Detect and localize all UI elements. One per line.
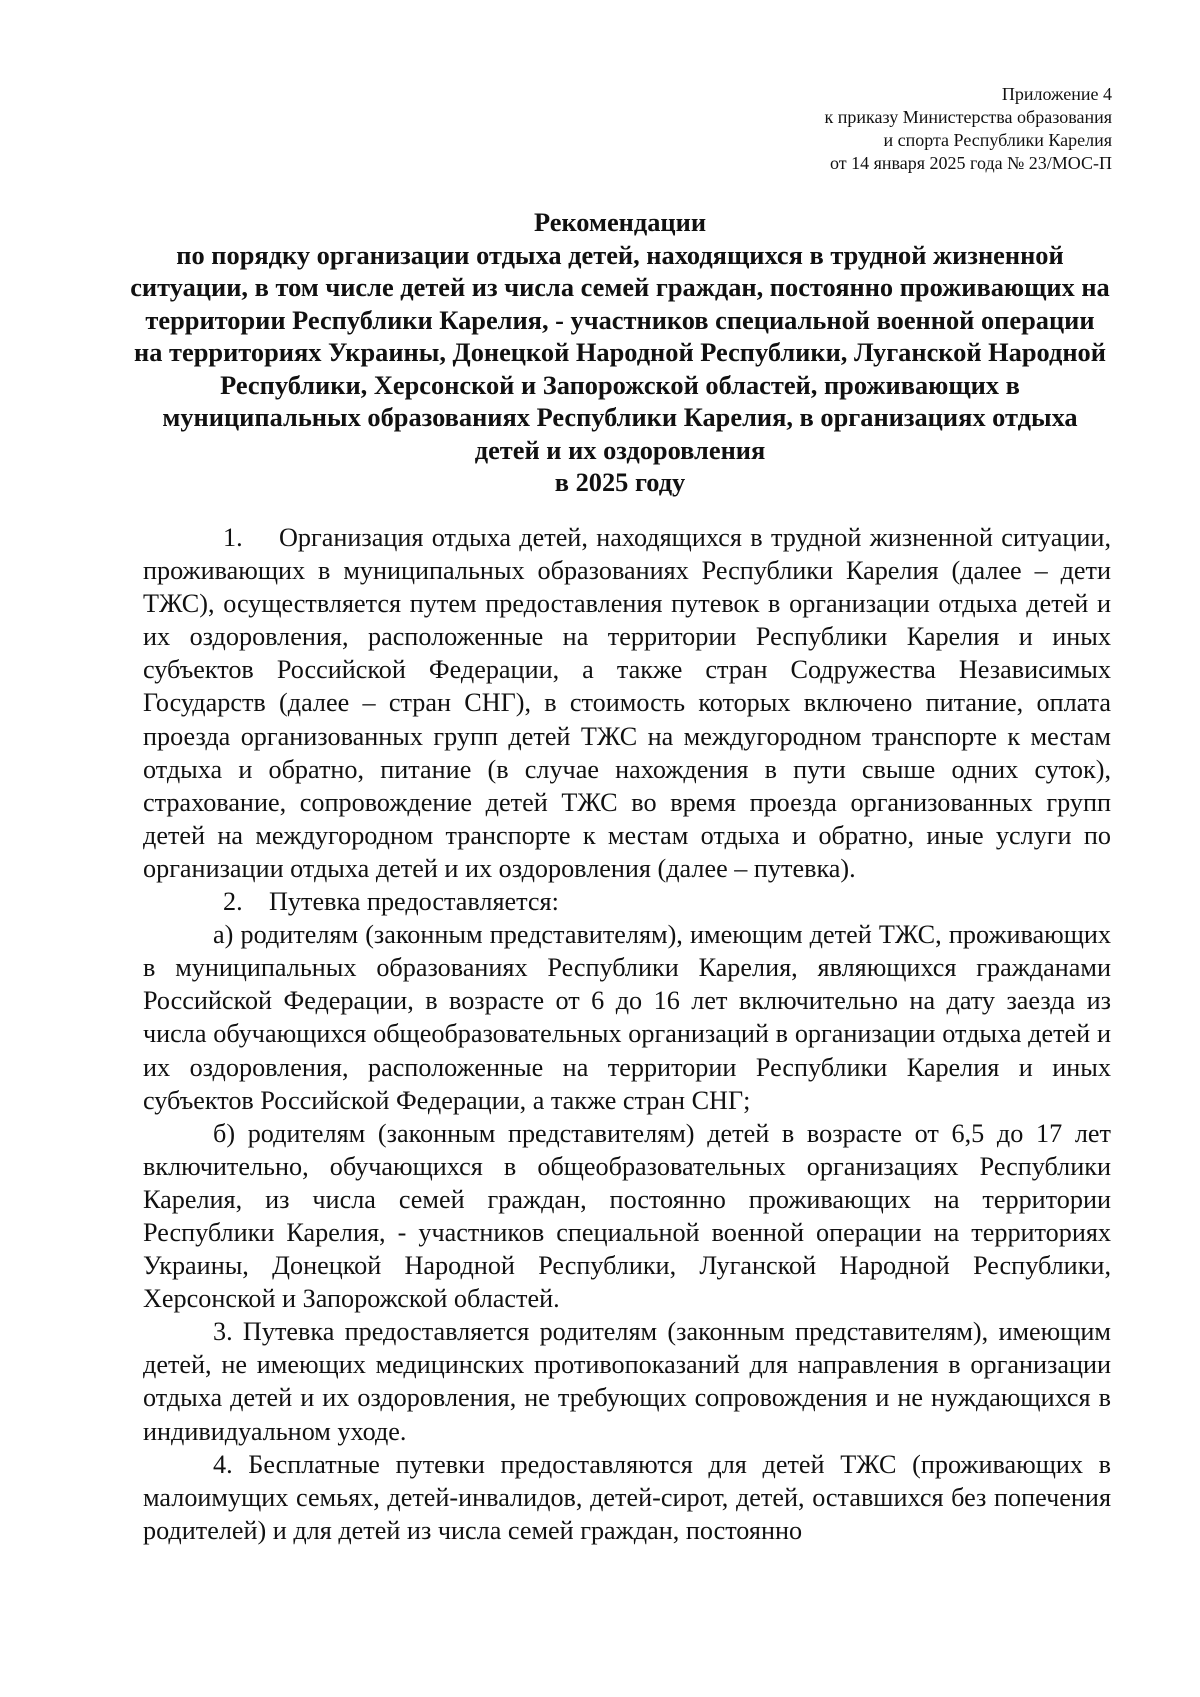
appendix-line-3: и спорта Республики Карелия — [883, 130, 1112, 150]
title-body: по порядку организации отдыха детей, находящихся в трудной жизненной ситуации, в том числе детей из числа семей граждан, постоянно проживающих на территории Республики Карелия, - участников специальной военной операции на территориях Украины, Донецкой Народной Республики, Луганской Народной Республики, Херсонской и Запорожской областей, проживающих в муниципальных образованиях Республики Карелия, в организациях отдыха детей и их оздоровления — [130, 239, 1110, 465]
paragraph-3: 3. Путевка предоставляется родителям (законным представителям), имеющим детей, не имеющих медицинских противопоказаний для направления в организации отдыха детей и их оздоровления, не требующих сопровождения и не нуждающихся в индивидуальном уходе. — [143, 1317, 1111, 1446]
paragraph-2-text: Путевка предоставляется: — [269, 887, 559, 917]
document-body — [143, 521, 1111, 1547]
paragraph-2a: а) родителям (законным представителям), имеющим детей ТЖС, проживающих в муниципальных образованиях Республики Карелия, являющихся гражданами Российской Федерации, в возрасте от 6 до 16 лет включительно на дату заезда из числа обучающихся общеобразовательных организаций в организации отдыха детей и их оздоровления, расположенные на территории Республики Карелия и иных субъектов Российской Федерации, а также стран СНГ; — [143, 920, 1111, 1115]
paragraph-2-number: 2. — [223, 887, 243, 917]
paragraph-2 — [143, 885, 1111, 918]
appendix-header — [824, 83, 1112, 175]
paragraph-4: 4. Бесплатные путевки предоставляются для детей ТЖС (проживающих в малоимущих семьях, детей-инвалидов, детей-сирот, детей, оставшихся без попечения родителей) и для детей из числа семей граждан, постоянно — [143, 1449, 1111, 1545]
appendix-line-4: от 14 января 2025 года № 23/МОС-П — [829, 153, 1112, 173]
paragraph-1-number: 1. — [223, 523, 243, 552]
paragraph-1-text: Организация отдыха детей, находящихся в трудной жизненной ситуации, проживающих в муниципальных образованиях Республики Карелия (далее – дети ТЖС), осуществляется путем предоставления путевок в организации отдыха детей и их оздоровления, расположенные на территории Республики Карелия и иных субъектов Российской Федерации, а также стран Содружества Независимых Государств (далее – стран СНГ), в стоимость которых включено питание, оплата проезда организованных групп детей ТЖС на междугородном транспорте к местам отдыха и обратно, питание (в случае нахождения в пути свыше одних суток), страхование, сопровождение детей ТЖС во время проезда организованных групп детей на междугородном транспорте к местам отдыха и обратно, иные услуги по организации отдыха детей и их оздоровления (далее – путевка). — [143, 523, 1111, 883]
document-title — [130, 206, 1110, 499]
appendix-line-1: Приложение 4 — [1001, 84, 1112, 104]
title-heading: Рекомендации — [533, 207, 707, 237]
title-year: в 2025 году — [554, 467, 686, 497]
appendix-line-2: к приказу Министерства образования — [824, 107, 1112, 127]
paragraph-1 — [143, 521, 1111, 885]
paragraph-2b: б) родителям (законным представителям) детей в возрасте от 6,5 до 17 лет включительно, обучающихся в общеобразовательных организациях Республики Карелия, из числа семей граждан, постоянно проживающих на территории Республики Карелия, - участников специальной военной операции на территориях Украины, Донецкой Народной Республики, Луганской Народной Республики, Херсонской и Запорожской областей. — [143, 1118, 1111, 1314]
